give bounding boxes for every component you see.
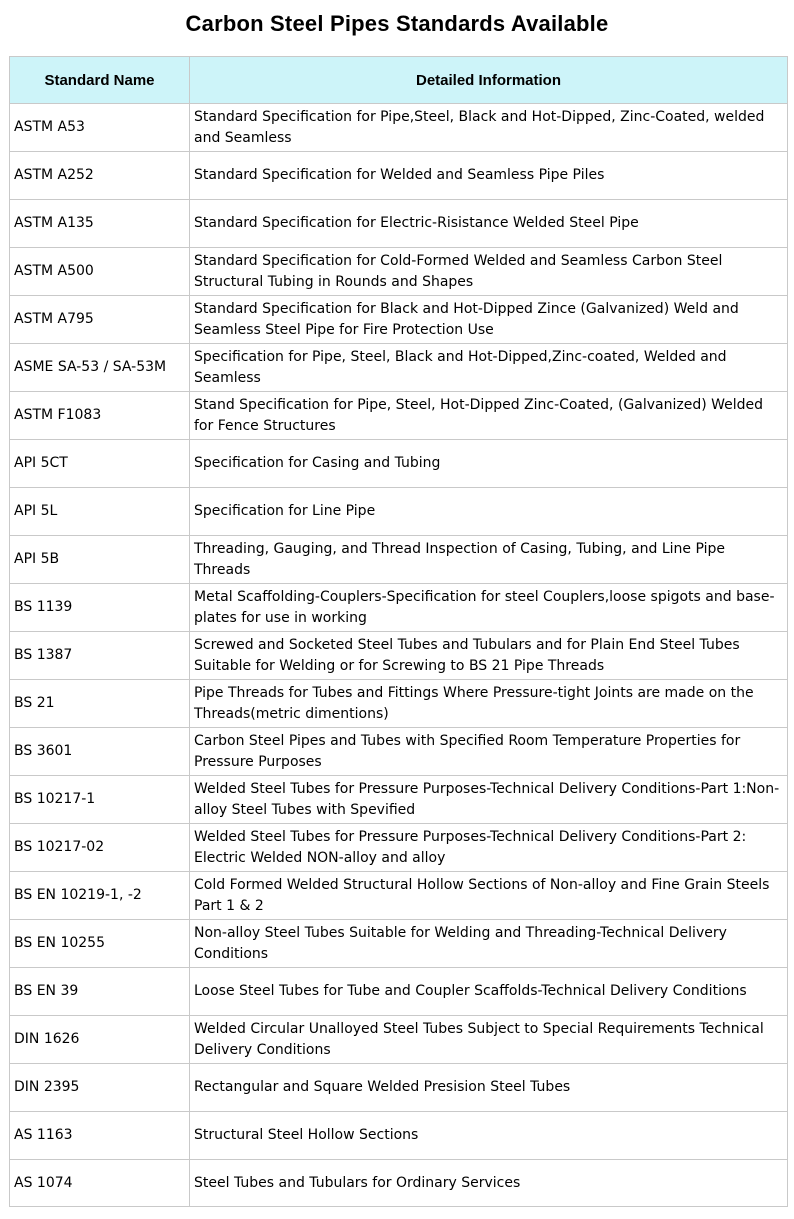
- standard-name-cell: API 5L: [10, 488, 190, 536]
- detailed-information-cell: Welded Steel Tubes for Pressure Purposes-Technical Delivery Conditions-Part 2: Electric Welded NON-alloy and alloy: [190, 824, 788, 872]
- standards-table-container: [9, 56, 787, 1207]
- table-row: [10, 824, 788, 872]
- detailed-information-cell: Standard Specification for Electric-Risistance Welded Steel Pipe: [190, 200, 788, 248]
- detailed-information-cell: Screwed and Socketed Steel Tubes and Tubulars and for Plain End Steel Tubes Suitable for Welding or for Screwing to BS 21 Pipe Threads: [190, 632, 788, 680]
- detailed-information-cell: Standard Specification for Cold-Formed Welded and Seamless Carbon Steel Structural Tubing in Rounds and Shapes: [190, 248, 788, 296]
- detailed-information-cell: Specification for Pipe, Steel, Black and Hot-Dipped,Zinc-coated, Welded and Seamless: [190, 344, 788, 392]
- table-row: [10, 536, 788, 584]
- table-row: [10, 632, 788, 680]
- table-row: [10, 920, 788, 968]
- detailed-information-cell: Stand Specification for Pipe, Steel, Hot-Dipped Zinc-Coated, (Galvanized) Welded for Fence Structures: [190, 392, 788, 440]
- standard-name-cell: BS EN 10219-1, -2: [10, 872, 190, 920]
- standard-name-cell: ASTM A252: [10, 152, 190, 200]
- table-row: [10, 248, 788, 296]
- detailed-information-cell: Threading, Gauging, and Thread Inspection of Casing, Tubing, and Line Pipe Threads: [190, 536, 788, 584]
- table-row: [10, 872, 788, 920]
- detailed-information-cell: Structural Steel Hollow Sections: [190, 1112, 788, 1160]
- table-row: [10, 392, 788, 440]
- table-row: [10, 968, 788, 1016]
- column-header-detailed-information: Detailed Information: [190, 57, 788, 104]
- column-header-standard-name: Standard Name: [10, 57, 190, 104]
- standard-name-cell: ASTM F1083: [10, 392, 190, 440]
- page-title: Carbon Steel Pipes Standards Available: [185, 11, 609, 36]
- standard-name-cell: BS 21: [10, 680, 190, 728]
- detailed-information-cell: Specification for Casing and Tubing: [190, 440, 788, 488]
- standard-name-cell: BS EN 39: [10, 968, 190, 1016]
- standard-name-cell: API 5CT: [10, 440, 190, 488]
- table-row: [10, 296, 788, 344]
- detailed-information-cell: Cold Formed Welded Structural Hollow Sections of Non-alloy and Fine Grain Steels Part 1 & 2: [190, 872, 788, 920]
- detailed-information-cell: Specification for Line Pipe: [190, 488, 788, 536]
- detailed-information-cell: Standard Specification for Welded and Seamless Pipe Piles: [190, 152, 788, 200]
- detailed-information-cell: Welded Circular Unalloyed Steel Tubes Subject to Special Requirements Technical Delivery Conditions: [190, 1016, 788, 1064]
- standard-name-cell: BS 1139: [10, 584, 190, 632]
- detailed-information-cell: Loose Steel Tubes for Tube and Coupler Scaffolds-Technical Delivery Conditions: [190, 968, 788, 1016]
- table-row: [10, 488, 788, 536]
- standard-name-cell: ASTM A135: [10, 200, 190, 248]
- detailed-information-cell: Carbon Steel Pipes and Tubes with Specified Room Temperature Properties for Pressure Purposes: [190, 728, 788, 776]
- detailed-information-cell: Steel Tubes and Tubulars for Ordinary Services: [190, 1160, 788, 1207]
- detailed-information-cell: Pipe Threads for Tubes and Fittings Where Pressure-tight Joints are made on the Threads(metric dimentions): [190, 680, 788, 728]
- detailed-information-cell: Standard Specification for Black and Hot-Dipped Zince (Galvanized) Weld and Seamless Steel Pipe for Fire Protection Use: [190, 296, 788, 344]
- table-row: [10, 104, 788, 152]
- table-row: [10, 680, 788, 728]
- standard-name-cell: ASTM A53: [10, 104, 190, 152]
- table-row: [10, 1112, 788, 1160]
- standard-name-cell: BS 3601: [10, 728, 190, 776]
- table-row: [10, 584, 788, 632]
- standard-name-cell: ASTM A500: [10, 248, 190, 296]
- standard-name-cell: BS 1387: [10, 632, 190, 680]
- table-row: [10, 1064, 788, 1112]
- detailed-information-cell: Standard Specification for Pipe,Steel, Black and Hot-Dipped, Zinc-Coated, welded and Seamless: [190, 104, 788, 152]
- table-row: [10, 776, 788, 824]
- standard-name-cell: DIN 1626: [10, 1016, 190, 1064]
- standard-name-cell: AS 1163: [10, 1112, 190, 1160]
- detailed-information-cell: Rectangular and Square Welded Presision Steel Tubes: [190, 1064, 788, 1112]
- standard-name-cell: ASTM A795: [10, 296, 190, 344]
- table-header-row: [10, 57, 788, 104]
- standard-name-cell: ASME SA-53 / SA-53M: [10, 344, 190, 392]
- table-row: [10, 1016, 788, 1064]
- standard-name-cell: BS EN 10255: [10, 920, 190, 968]
- standard-name-cell: BS 10217-1: [10, 776, 190, 824]
- table-row: [10, 152, 788, 200]
- standard-name-cell: BS 10217-02: [10, 824, 190, 872]
- standard-name-cell: AS 1074: [10, 1160, 190, 1207]
- table-row: [10, 344, 788, 392]
- table-body: [10, 104, 788, 1207]
- standard-name-cell: DIN 2395: [10, 1064, 190, 1112]
- standard-name-cell: API 5B: [10, 536, 190, 584]
- table-row: [10, 200, 788, 248]
- detailed-information-cell: Non-alloy Steel Tubes Suitable for Welding and Threading-Technical Delivery Conditions: [190, 920, 788, 968]
- standards-table: [9, 56, 788, 1207]
- detailed-information-cell: Welded Steel Tubes for Pressure Purposes-Technical Delivery Conditions-Part 1:Non-alloy Steel Tubes with Spevified: [190, 776, 788, 824]
- detailed-information-cell: Metal Scaffolding-Couplers-Specification for steel Couplers,loose spigots and base-plates for use in working: [190, 584, 788, 632]
- table-row: [10, 440, 788, 488]
- table-row: [10, 1160, 788, 1207]
- table-row: [10, 728, 788, 776]
